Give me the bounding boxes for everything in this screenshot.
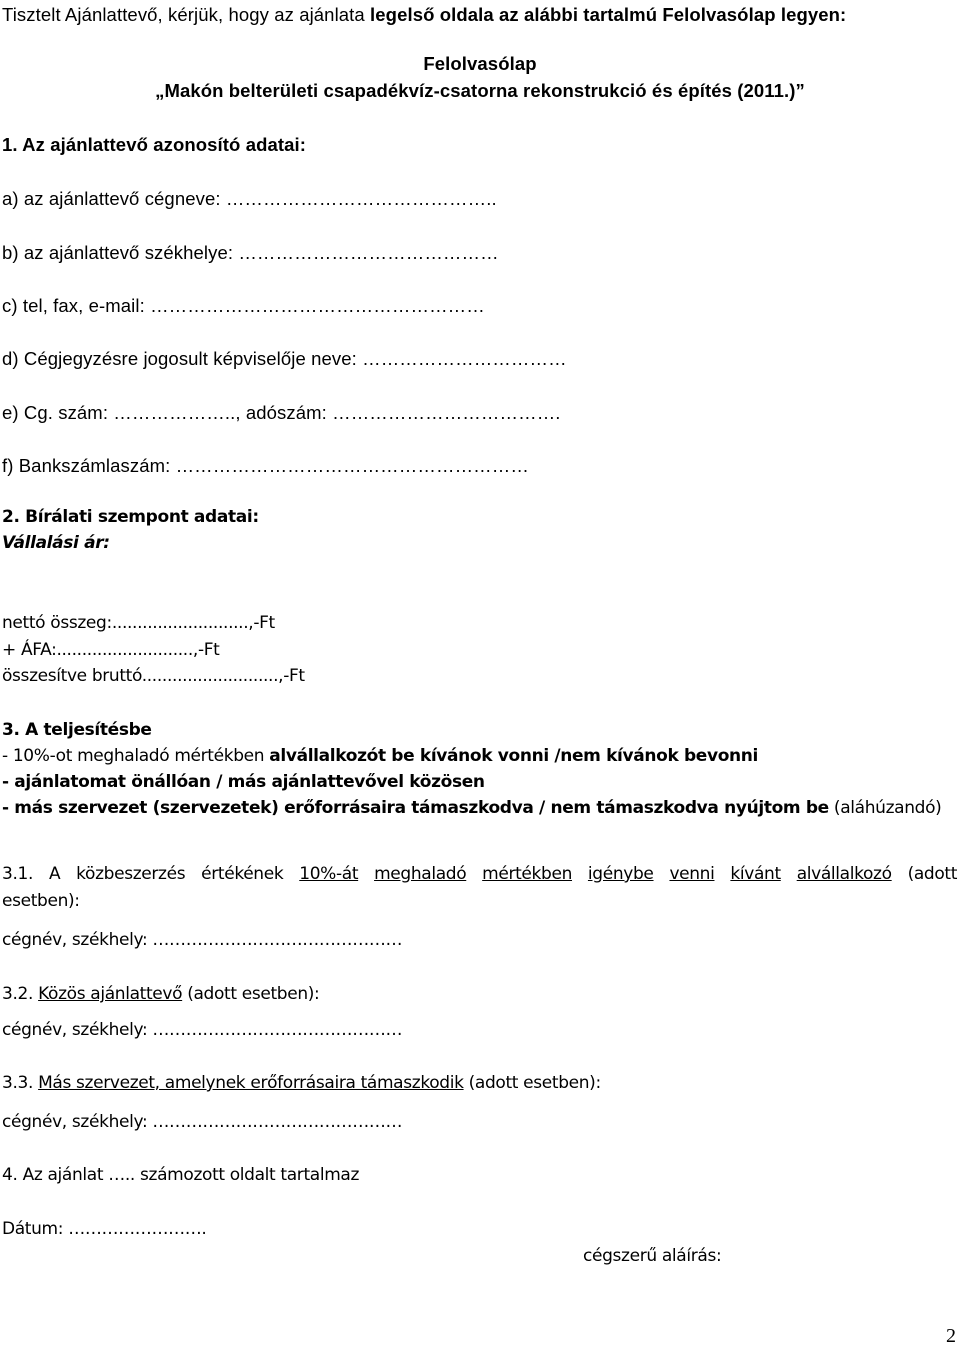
subsection-3-2-field: cégnév, székhely: ……………………………………… (2, 1020, 403, 1040)
subsection-3-1-word: (adott (907, 864, 958, 884)
subsection-3-2-line (2, 984, 319, 1004)
subsection-3-3-number: 3.3. (2, 1073, 39, 1093)
gross-amount: összesítve bruttó...........................,-Ft (2, 666, 305, 686)
subsection-3-1-word: közbeszerzés (76, 864, 186, 884)
subsection-3-1-word: értékének (201, 864, 284, 884)
subsection-3-1-underlined-word: mértékben (482, 864, 573, 884)
subsection-3-3-field: cégnév, székhely: ……………………………………… (2, 1112, 403, 1132)
date-field: Dátum: ……………………. (2, 1219, 207, 1239)
section1-heading: 1. Az ajánlattevő azonosító adatai: (2, 134, 307, 155)
subsection-3-1-underlined-word: 10%-át (299, 864, 359, 884)
subsection-3-1-word: A (48, 864, 61, 884)
underline-instruction: (aláhúzandó) (828, 798, 942, 818)
subcontractor-line-prefix: - 10%-ot meghaladó mértékben (2, 746, 270, 766)
field-registration-tax: e) Cg. szám: ……………….., adószám: ………………………………. (2, 402, 561, 423)
subsection-3-1-line (2, 864, 957, 884)
subsection-3-1-underlined-word: igénybe (587, 864, 654, 884)
resources-options: - más szervezet (szervezetek) erőforrásaira támaszkodva / nem támaszkodva nyújtom be (2, 798, 829, 818)
subsection-3-1-underlined-word: alvállalkozó (796, 864, 892, 884)
section2-heading: 2. Bírálati szempont adatai: (2, 507, 259, 527)
net-amount: nettó összeg:...........................,-Ft (2, 613, 275, 633)
vat-amount: + ÁFA:...........................,-Ft (2, 640, 220, 660)
section3-heading: 3. A teljesítésbe (2, 720, 152, 740)
field-registered-office: b) az ajánlattevő székhelye: …………………………………… (2, 242, 499, 263)
subsection-3-2-underlined: Közös ajánlattevő (38, 984, 183, 1004)
subsection-3-3-line (2, 1073, 601, 1093)
subsection-3-1-field: cégnév, székhely: ……………………………………… (2, 930, 403, 950)
resources-line (2, 798, 941, 818)
intro-line (2, 4, 846, 26)
subsection-3-3-suffix: (adott esetben): (463, 1073, 601, 1093)
subcontractor-line (2, 746, 758, 766)
document-title: Felolvasólap (423, 53, 537, 74)
subsection-3-3-underlined: Más szervezet, amelynek erőforrásaira támaszkodik (38, 1073, 464, 1093)
field-bank-account: f) Bankszámlaszám: ………………………………………………… (2, 455, 529, 476)
section4-text: 4. Az ajánlat ….. számozott oldalt tartalmaz (2, 1165, 360, 1185)
field-contact: c) tel, fax, e-mail: ……………………………………………… (2, 295, 485, 316)
field-representative: d) Cégjegyzésre jogosult képviselője neve: …………………………… (2, 348, 567, 369)
subsection-3-1-underlined-word: kívánt (730, 864, 781, 884)
subsection-3-1-number: 3.1. (2, 864, 34, 884)
document-subtitle: „Makón belterületi csapadékvíz-csatorna rekonstrukció és építés (2011.)” (155, 80, 805, 101)
joint-bid-line: - ajánlatomat önállóan / más ajánlattevővel közösen (2, 772, 485, 792)
subsection-3-2-number: 3.2. (2, 984, 39, 1004)
intro-bold-text: legelső oldala az alábbi tartalmú Felolvasólap legyen: (370, 4, 847, 25)
subsection-3-1-underlined-word: meghaladó (374, 864, 467, 884)
field-company-name: a) az ajánlattevő cégneve: …………………………………….. (2, 188, 497, 209)
subcontractor-options: alvállalkozót be kívánok vonni /nem kívánok bevonni (269, 746, 759, 766)
subsection-3-1-continuation: esetben): (2, 891, 80, 911)
subsection-3-2-suffix: (adott esetben): (182, 984, 320, 1004)
section2-subheading: Vállalási ár: (2, 533, 110, 553)
signature-label: cégszerű aláírás: (583, 1246, 722, 1266)
intro-text: Tisztelt Ajánlattevő, kérjük, hogy az ajánlata (2, 4, 371, 25)
page-number: 2 (946, 1325, 956, 1347)
subsection-3-1-underlined-word: venni (669, 864, 715, 884)
